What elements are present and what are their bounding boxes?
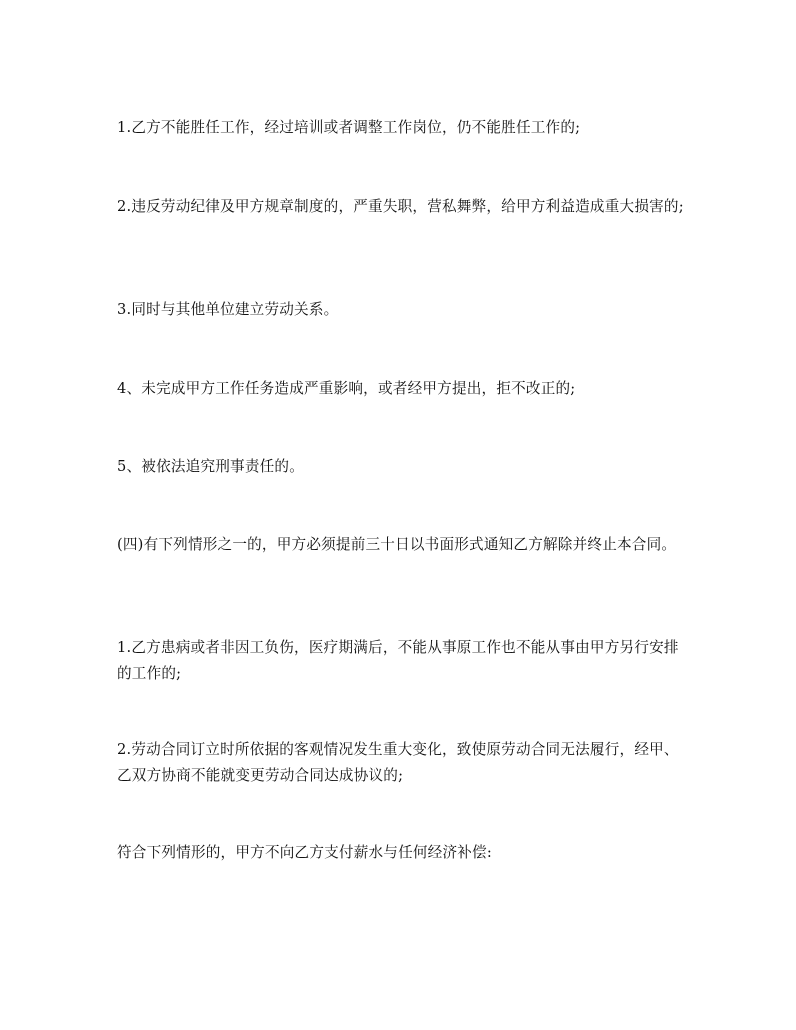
paragraph-section-4-heading: (四)有下列情形之一的，甲方必须提前三十日以书面形式通知乙方解除并终止本合同。 (117, 536, 677, 553)
paragraph-no-compensation-heading: 符合下列情形的，甲方不向乙方支付薪水与任何经济补偿: (117, 844, 492, 861)
paragraph-item-3-dual-employment: 3.同时与其他单位建立劳动关系。 (117, 301, 339, 318)
paragraph-item-5-criminal-liability: 5、被依法追究刑事责任的。 (117, 458, 305, 475)
paragraph-item-2-discipline-violation: 2.违反劳动纪律及甲方规章制度的，严重失职，营私舞弊，给甲方利益造成重大损害的; (117, 198, 684, 215)
paragraph-item-4-task-failure: 4、未完成甲方工作任务造成严重影响，或者经甲方提出，拒不改正的; (117, 380, 576, 397)
paragraph-item-1-incompetence: 1.乙方不能胜任工作，经过培训或者调整工作岗位，仍不能胜任工作的; (117, 119, 581, 136)
paragraph-item-1-illness-injury: 1.乙方患病或者非因工负伤，医疗期满后，不能从事原工作也不能从事由甲方另行安排的工作的; (117, 639, 679, 682)
paragraph-item-2-circumstance-change: 2.劳动合同订立时所依据的客观情况发生重大变化，致使原劳动合同无法履行，经甲、乙双方协商不能就变更劳动合同达成协议的; (117, 741, 679, 784)
